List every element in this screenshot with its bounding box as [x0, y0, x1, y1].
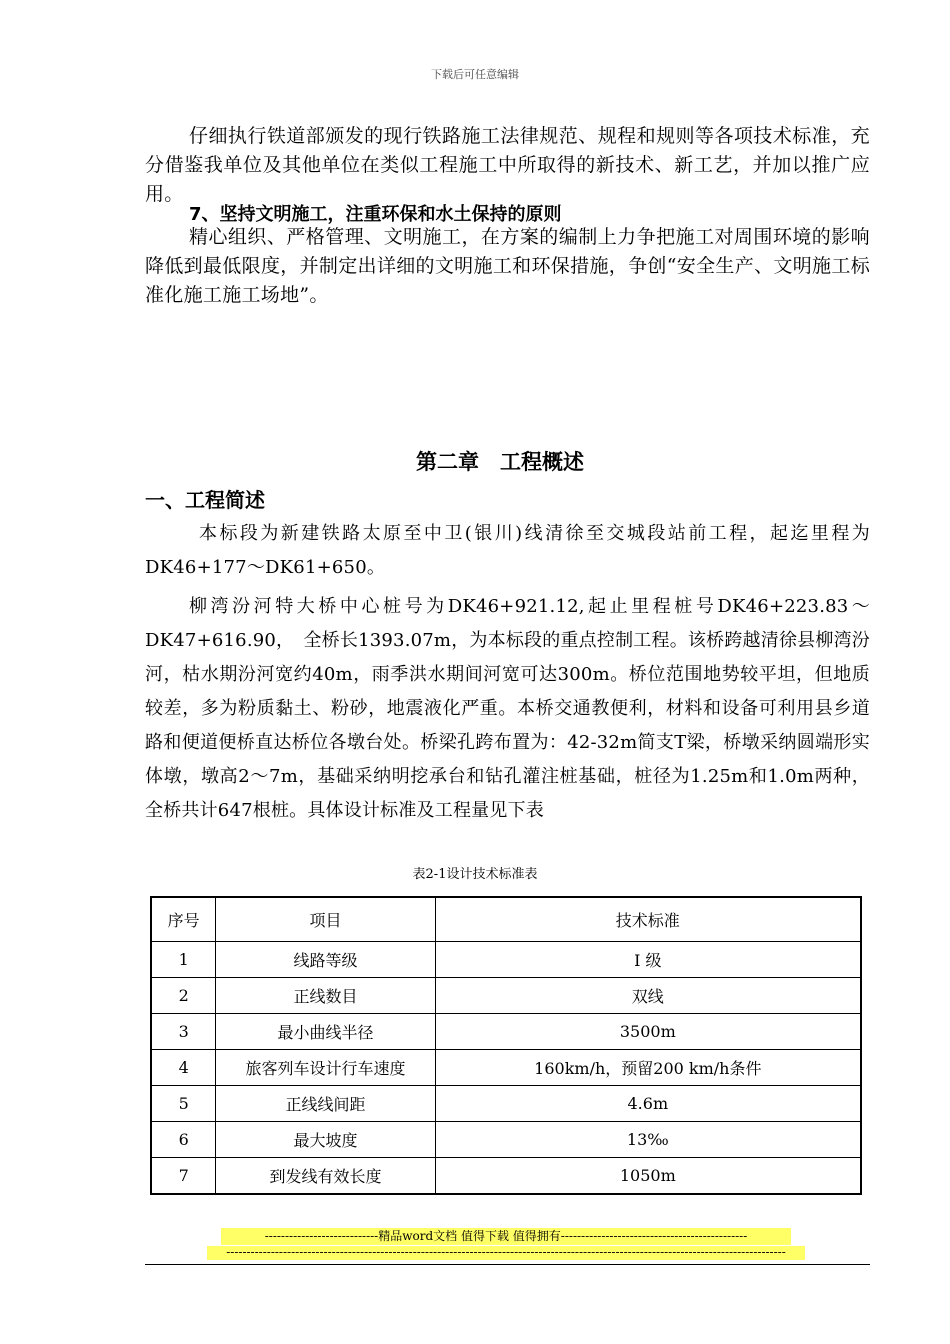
section-heading: 一、工程简述	[145, 488, 265, 512]
cell-index: 4	[151, 1050, 216, 1086]
chapter-title: 第二章 工程概述	[416, 450, 584, 474]
principle-7-heading: 7、坚持文明施工，注重环保和水土保持的原则	[189, 204, 562, 225]
table-row	[151, 1014, 861, 1050]
header-standard: 技术标准	[435, 897, 861, 942]
cell-index: 1	[151, 942, 216, 978]
paragraph-standards: 仔细执行铁道部颁发的现行铁路施工法律规范、规程和规则等各项技术标准，充分借鉴我单位及其他单位在类似工程施工中所取得的新技术、新工艺，并加以推广应用。	[145, 125, 870, 205]
table-row	[151, 978, 861, 1014]
cell-standard: 13‰	[435, 1122, 861, 1158]
header-index: 序号	[151, 897, 216, 942]
cell-item: 最大坡度	[216, 1122, 435, 1158]
cell-item: 正线数目	[216, 978, 435, 1014]
cell-standard: 4.6m	[435, 1086, 861, 1122]
design-standards-table	[150, 896, 862, 1195]
cell-standard: Ⅰ 级	[435, 942, 861, 978]
paragraph-bridge-description: 柳湾汾河特大桥中心桩号为DK46+921.12,起止里程桩号DK46+223.83～DK47+616.90， 全桥长1393.07m，为本标段的重点控制工程。该桥跨越清徐县柳湾汾河，枯水期汾河宽约40m，雨季洪水期间河宽可达300m。桥位范围地势较平坦，但地质较差，多为粉质黏土、粉砂，地震液化严重。本桥交通教便利，材料和设备可利用县乡道路和便道便桥直达桥位各墩台处。桥梁孔跨布置为：42-32m简支T梁，桥墩采纳圆端形实体墩，墩高2～7m，基础采纳明挖承台和钻孔灌注桩基础，桩径为1.25m和1.0m两种，全桥共计647根桩。具体设计标准及工程量见下表	[145, 596, 870, 821]
footer-dash-line: ------------------------------------------------------------------------------------------------------------------------------------------	[207, 1246, 805, 1260]
table-row	[151, 1158, 861, 1195]
table-row	[151, 1122, 861, 1158]
cell-standard: 1050m	[435, 1158, 861, 1195]
cell-index: 6	[151, 1122, 216, 1158]
page-header: 下载后可任意编辑	[431, 68, 519, 81]
table-row	[151, 1050, 861, 1086]
cell-item: 最小曲线半径	[216, 1014, 435, 1050]
cell-index: 3	[151, 1014, 216, 1050]
footer-banner: ----------------------------精品word文档 值得下载 值得拥有----------------------------------------------	[221, 1228, 791, 1245]
table-caption: 表2-1设计技术标准表	[412, 867, 538, 882]
cell-standard: 双线	[435, 978, 861, 1014]
paragraph-civilized-construction: 精心组织、严格管理、文明施工，在方案的编制上力争把施工对周围环境的影响降低到最低限度，并制定出详细的文明施工和环保措施，争创“安全生产、文明施工标准化施工施工场地”。	[145, 226, 870, 306]
table-header-row	[151, 897, 861, 942]
header-item: 项目	[216, 897, 435, 942]
cell-standard: 3500m	[435, 1014, 861, 1050]
cell-standard: 160km/h，预留200 km/h条件	[435, 1050, 861, 1086]
cell-index: 2	[151, 978, 216, 1014]
cell-item: 到发线有效长度	[216, 1158, 435, 1195]
cell-item: 正线线间距	[216, 1086, 435, 1122]
cell-item: 线路等级	[216, 942, 435, 978]
footer-divider	[145, 1264, 870, 1265]
cell-index: 7	[151, 1158, 216, 1195]
paragraph-project-scope: 本标段为新建铁路太原至中卫(银川)线清徐至交城段站前工程，起迄里程为DK46+177～DK61+650。	[145, 523, 870, 578]
table-row	[151, 942, 861, 978]
cell-index: 5	[151, 1086, 216, 1122]
cell-item: 旅客列车设计行车速度	[216, 1050, 435, 1086]
table-row	[151, 1086, 861, 1122]
